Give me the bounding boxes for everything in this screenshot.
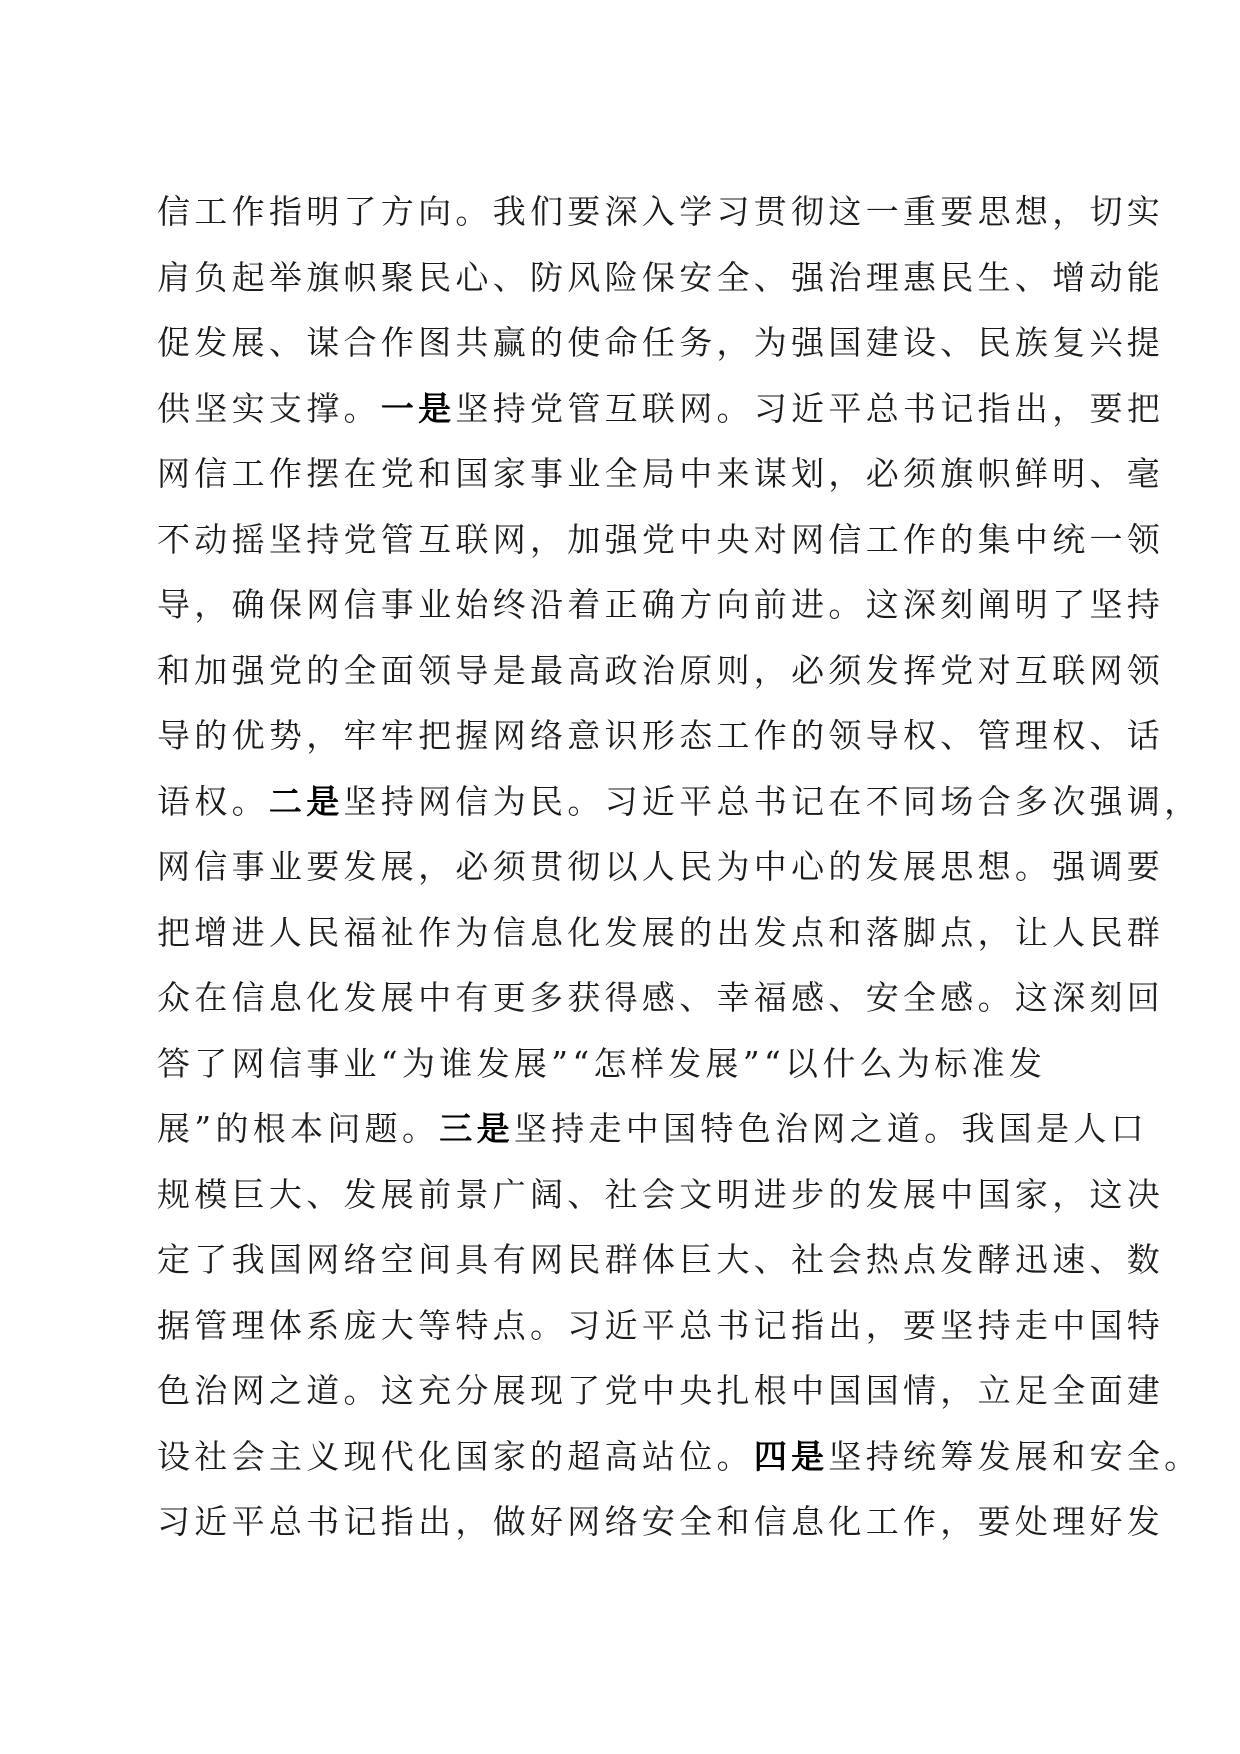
text-line: [157, 843, 1165, 909]
text-run: 网信工作摆在党和国家事业全局中来谋划，必须旗帜鲜明、毫: [157, 454, 1165, 493]
text-line: [157, 450, 1165, 516]
text-run: 据管理体系庞大等特点。习近平总书记指出，要坚持走中国特: [157, 1305, 1165, 1345]
point-marker-fourth: 四是: [753, 1436, 829, 1476]
text-line: [157, 581, 1165, 647]
text-run: 和加强党的全面领导是最高政治原则，必须发挥党对互联网领: [157, 650, 1165, 690]
text-run: 肩负起举旗帜聚民心、防风险保安全、强治理惠民生、增动能: [157, 257, 1165, 297]
text-run: 把增进人民福祉作为信息化发展的出发点和落脚点，让人民群: [157, 912, 1165, 952]
text-run: 坚持网信为民。习近平总书记在不同场合多次强调，: [343, 781, 1202, 821]
text-run: 众在信息化发展中有更多获得感、幸福感、安全感。这深刻回: [157, 978, 1165, 1017]
text-run: 展”的根本问题。: [157, 1109, 440, 1148]
text-run: 导，确保网信事业始终沿着正确方向前进。这深刻阐明了坚持: [157, 585, 1165, 624]
text-run: 导的优势，牢牢把握网络意识形态工作的领导权、管理权、话: [157, 716, 1165, 755]
text-run: 色治网之道。这充分展现了党中央扎根中国国情，立足全面建: [157, 1371, 1165, 1410]
text-run: 供坚实支撑。: [157, 388, 381, 428]
text-line: [157, 254, 1165, 320]
text-run: 习近平总书记指出，做好网络安全和信息化工作，要处理好发: [157, 1502, 1165, 1541]
text-line: [157, 319, 1165, 385]
body-text: [157, 188, 1202, 1564]
text-run: 坚持统筹发展和安全。: [828, 1436, 1202, 1476]
text-line: [157, 974, 1165, 1040]
text-line: [157, 188, 1165, 254]
point-marker-first: 一是: [380, 388, 456, 428]
text-line: [157, 1433, 1202, 1499]
text-line: [157, 647, 1165, 713]
text-run: 坚持走中国特色治网之道。我国是人口: [513, 1109, 1148, 1148]
point-marker-third: 三是: [439, 1109, 514, 1148]
point-marker-second: 二是: [268, 781, 344, 821]
text-line: [157, 1302, 1165, 1368]
text-run: 答了网信事业“为谁发展”“怎样发展”“以什么为标准发: [157, 1043, 1047, 1083]
text-line: [157, 1498, 1165, 1564]
text-line: [157, 1171, 1165, 1237]
text-line: [157, 909, 1165, 975]
text-line: [157, 1367, 1165, 1433]
text-run: 网信事业要发展，必须贯彻以人民为中心的发展思想。强调要: [157, 847, 1165, 886]
text-run: 不动摇坚持党管互联网，加强党中央对网信工作的集中统一领: [157, 519, 1165, 559]
text-line: [157, 1236, 1165, 1302]
text-run: 坚持党管互联网。习近平总书记指出，要把: [455, 388, 1165, 428]
text-line: [157, 1105, 1148, 1171]
text-run: 定了我国网络空间具有网民群体巨大、社会热点发酵迅速、数: [157, 1240, 1165, 1279]
text-line: [157, 778, 1202, 844]
text-run: 语权。: [157, 781, 269, 821]
text-run: 设社会主义现代化国家的超高站位。: [157, 1436, 754, 1476]
text-run: 促发展、谋合作图共赢的使命任务，为强国建设、民族复兴提: [157, 323, 1165, 362]
text-run: 信工作指明了方向。我们要深入学习贯彻这一重要思想，切实: [157, 192, 1165, 231]
text-line: [157, 712, 1165, 778]
text-run: 规模巨大、发展前景广阔、社会文明进步的发展中国家，这决: [157, 1174, 1165, 1214]
text-line: [157, 1040, 1087, 1106]
text-line: [157, 385, 1165, 451]
text-line: [157, 516, 1165, 582]
